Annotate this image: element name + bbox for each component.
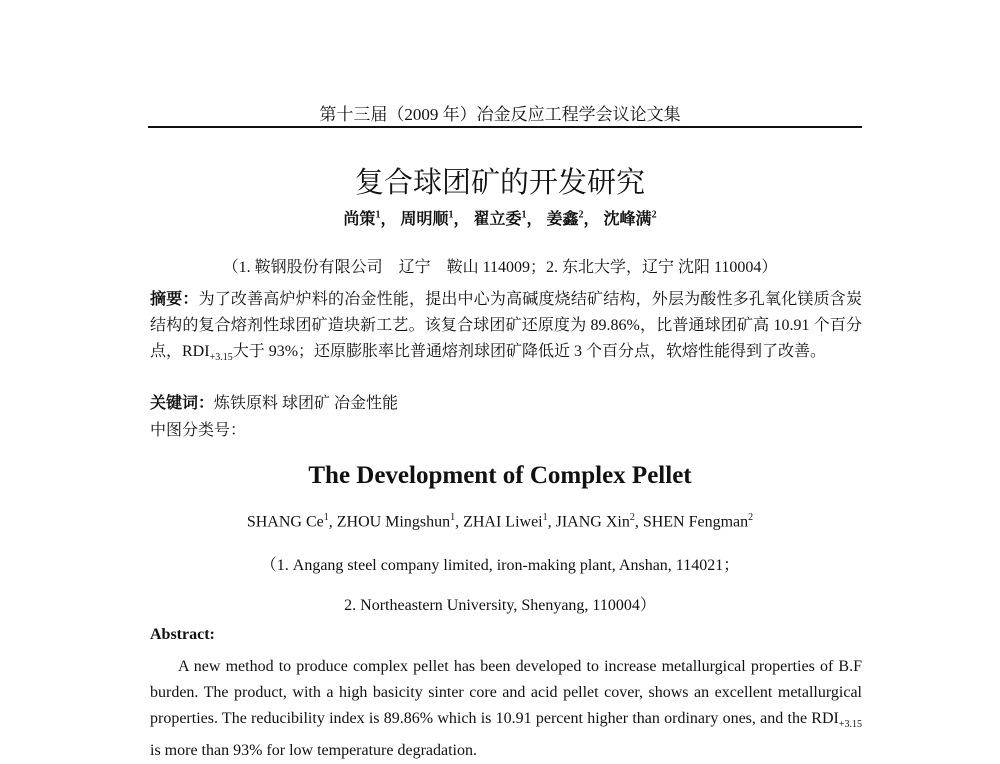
- author: 翟立委: [473, 211, 522, 228]
- cn-abstract-label: 摘要：: [150, 291, 199, 308]
- author-aff: 2: [629, 512, 635, 523]
- author-aff: 1: [542, 512, 548, 523]
- running-head: 第十三届（2009 年）冶金反应工程学会议论文集: [319, 105, 681, 124]
- en-abstract-text-1: A new method to produce complex pellet has been developed to increase metallurgical properties of B.F burden. The product, with a high basicity sinter core and acid pellet cover, shows an excellent metallurgical properties. The reducibility index is 89.86% which is 10.91 percent higher than ordinary ones, and the RDI: [150, 658, 862, 727]
- author-aff: 1: [450, 512, 456, 523]
- cn-abstract-text-1: 为了改善高炉炉料的冶金性能，提出中心为高碱度烧结矿结构，外层为酸性多孔氧化镁质含炭结构的复合熔剂性球团矿造块新工艺。该复合球团矿还原度为 89.86%，比普通球团矿高 10.91 个百分点，RDI: [150, 291, 862, 360]
- author-aff: 2: [748, 512, 754, 523]
- author: SHANG Ce: [246, 513, 324, 531]
- author: ZHAI Liwei: [463, 513, 543, 531]
- cn-abstract: [150, 287, 862, 371]
- author-aff: 1: [521, 209, 527, 221]
- author: ZHOU Mingshun: [336, 513, 451, 531]
- author: 沈峰满: [603, 211, 652, 228]
- cn-keywords-text: 炼铁原料 球团矿 冶金性能: [214, 395, 399, 412]
- en-title: The Development of Complex Pellet: [308, 462, 692, 489]
- en-affiliation-1: （1. Angang steel company limited, iron-making plant, Anshan, 114021；: [260, 557, 740, 574]
- author-aff: 1: [448, 209, 454, 221]
- en-abstract-label: Abstract:: [150, 626, 215, 643]
- en-authors: SHANG Ce$^1$, ZHOU Mingshun$^1$, ZHAI Liwei$^1$, JIANG Xin$^2$, SHEN Fengman$^2$: [246, 512, 754, 531]
- cn-title: 复合球团矿的开发研究: [354, 167, 645, 199]
- author: 尚策: [343, 211, 376, 228]
- author-aff: 2: [651, 209, 657, 221]
- en-abstract: [150, 654, 862, 764]
- cn-keywords: [150, 391, 862, 417]
- cn-affiliation: （1. 鞍钢股份有限公司 辽宁 鞍山 114009；2. 东北大学，辽宁 沈阳 110004）: [222, 259, 778, 276]
- author-aff: 1: [323, 512, 329, 523]
- cn-clc: 中图分类号：: [150, 422, 247, 439]
- author: SHEN Fengman: [642, 513, 749, 531]
- author-aff: 2: [578, 209, 584, 221]
- author: JIANG Xin: [555, 513, 630, 531]
- en-abstract-sub: +3.15: [838, 719, 862, 731]
- en-affiliation-2: 2. Northeastern University, Shenyang, 110004）: [344, 597, 656, 614]
- cn-abstract-text-2: 大于 93%；还原膨胀率比普通熔剂球团矿降低近 3 个百分点，软熔性能得到了改善。: [232, 343, 827, 360]
- author: 周明顺: [400, 211, 449, 228]
- header-rule: [148, 126, 862, 128]
- en-abstract-text-2: is more than 93% for low temperature degradation.: [150, 742, 477, 760]
- cn-keywords-label: 关键词：: [150, 395, 215, 412]
- cn-abstract-sub: +3.15: [209, 352, 233, 364]
- author: 姜鑫: [546, 211, 579, 228]
- cn-authors: 尚策$^1$， 周明顺$^1$， 翟立委$^1$， 姜鑫$^2$， 沈峰满$^2$: [343, 209, 657, 228]
- author-aff: 1: [375, 209, 381, 221]
